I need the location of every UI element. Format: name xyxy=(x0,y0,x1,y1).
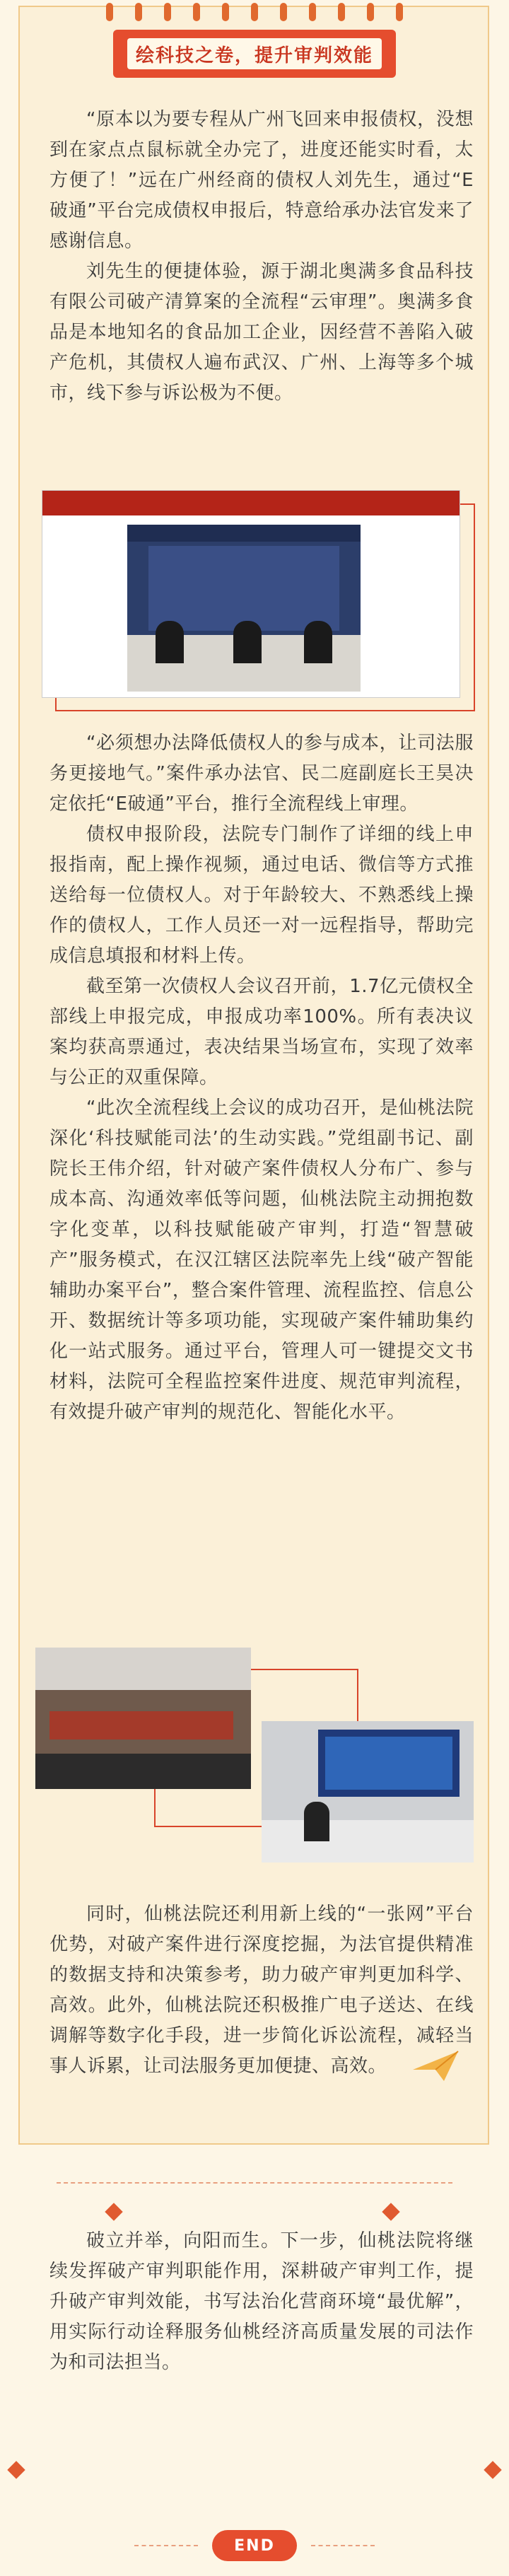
paragraph: “原本以为要专程从广州飞回来申报债权，没想到在家点点鼠标就全办完了，进度还能实时看，太方便了！”远在广州经商的债权人刘先生，通过“E破通”平台完成债权申报后，特意给承办法官发来了感谢信息。 xyxy=(49,109,474,252)
paragraph: 债权申报阶段，法院专门制作了详细的线上申报指南，配上操作视频，通过电话、微信等方式推送给每一位债权人。对于年龄较大、不熟悉线上操作的债权人，工作人员还一对一远程指导，帮助完成信息填报和材料上传。 xyxy=(49,824,474,967)
paragraph: 破立并举，向阳而生。下一步，仙桃法院将继续发挥破产审判职能作用，深耕破产审判工作，提升破产审判效能，书写法治化营商环境“最优解”，用实际行动诠释服务仙桃经济高质量发展的司法作为和司法担当。 xyxy=(49,2230,474,2373)
end-badge: END xyxy=(212,2530,297,2561)
text-block-2 xyxy=(49,728,474,1428)
paragraph: 同时，仙桃法院还利用新上线的“一张网”平台优势，对破产案件进行深度挖掘，为法官提供精准的数据支持和决策参考，助力破产审判更加科学、高效。此外，仙桃法院还积极推广电子送达、在线调解等数字化手段，进一步简化诉讼流程，减轻当事人诉累，让司法服务更加便捷、高效。 xyxy=(49,1904,474,2077)
paragraph: 截至第一次债权人会议召开前，1.7亿元债权全部线上申报完成，申报成功率100%。所有表决议案均获高票通过，表决结果当场宣布，实现了效率与公正的双重保障。 xyxy=(49,976,474,1088)
diamond-ornament xyxy=(484,2461,501,2478)
section-title: 绘科技之卷，提升审判效能 xyxy=(127,38,382,69)
paragraph: “此次全流程线上会议的成功召开，是仙桃法院深化‘科技赋能司法’的生动实践。”党组副书记、副院长王伟介绍，针对破产案件债权人分布广、参与成本高、沟通效率低等问题，仙桃法院主动拥抱数字化变革，以科技赋能破产审判，打造“智慧破产”服务模式，在汉江辖区法院率先上线“破产智能辅助办案平台”，整合案件管理、流程监控、信息公开、数据统计等多项功能，实现破产案件辅助集约化一站式服务。通过平台，管理人可一键提交文书材料，法院可全程监控案件进度、规范审判流程，有效提升破产审判的规范化、智能化水平。 xyxy=(49,1097,474,1423)
paragraph: 刘先生的便捷体验，源于湖北奥满多食品科技有限公司破产清算案的全流程“云审理”。奥满多食品是本地知名的食品加工企业，因经营不善陷入破产危机，其债权人遍布武汉、广州、上海等多个城市，线下参与诉讼极为不便。 xyxy=(49,261,474,404)
text-block-1 xyxy=(49,105,474,409)
control-room-photo xyxy=(262,1721,474,1863)
diamond-ornament xyxy=(7,2461,25,2478)
section-header xyxy=(113,30,396,78)
end-divider-right xyxy=(311,2545,375,2546)
text-block-3 xyxy=(49,1899,474,2082)
dashed-divider xyxy=(57,2182,452,2184)
diamond-ornament xyxy=(105,2203,122,2220)
text-block-4 xyxy=(49,2226,474,2378)
binder-rings xyxy=(106,0,403,24)
meeting-screenshot-photo xyxy=(42,491,460,697)
paper-plane-icon xyxy=(411,2048,461,2084)
end-divider-left xyxy=(134,2545,198,2546)
paragraph: “必须想办法降低债权人的参与成本，让司法服务更接地气。”案件承办法官、民二庭副庭长王昊决定依托“E破通”平台，推行全流程线上审理。 xyxy=(49,733,474,815)
diamond-ornament xyxy=(382,2203,399,2220)
courtroom-photo xyxy=(35,1648,251,1789)
